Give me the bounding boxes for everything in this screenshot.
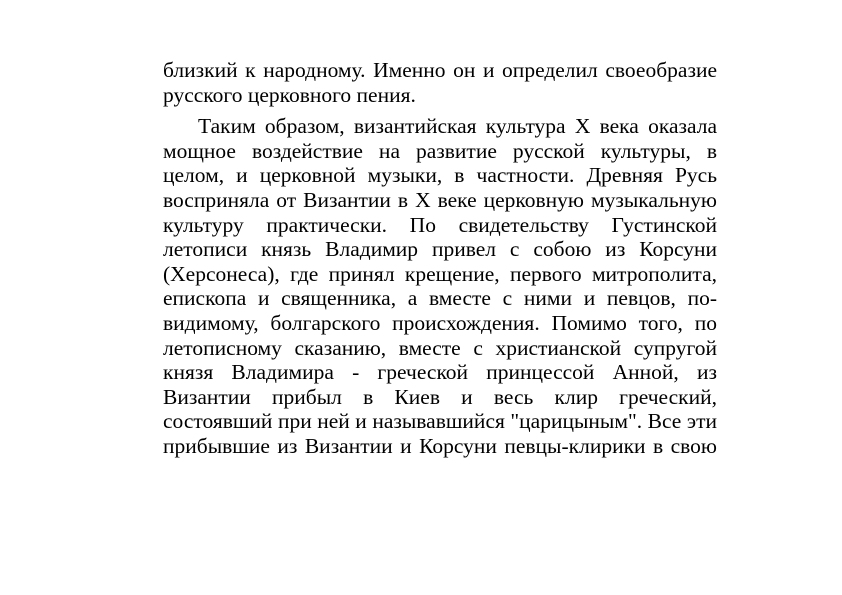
- text-line: епископа и священника, а вместе с ними и певцов, по-: [163, 286, 717, 311]
- text-line: летописи князь Владимир привел с собою из Корсуни: [163, 237, 717, 262]
- text-line: видимому, болгарского происхождения. Помимо того, по: [163, 310, 717, 335]
- text-line: состоявший при ней и называвшийся "царицыным". Все эти: [163, 409, 717, 434]
- text-line: русского церковного пения.: [163, 82, 416, 107]
- text-line: (Херсонеса), где принял крещение, первого митрополита,: [163, 261, 717, 286]
- paragraph-1: [163, 58, 717, 107]
- document-text: [163, 58, 717, 459]
- text-line: близкий к народному. Именно он и определил своеобразие: [163, 58, 717, 82]
- text-line: восприняла от Византии в X веке церковную музыкальную: [163, 187, 717, 212]
- text-line: культуру практически. По свидетельству Густинской: [163, 212, 717, 237]
- text-line: прибывшие из Византии и Корсуни певцы-клирики в свою: [163, 433, 717, 458]
- text-line: летописному сказанию, вместе с христианской супругой: [163, 335, 717, 360]
- text-line: Византии прибыл в Киев и весь клир греческий,: [163, 384, 717, 409]
- paragraph-2: [163, 114, 717, 458]
- text-line: мощное воздействие на развитие русской культуры, в: [163, 138, 717, 163]
- text-line: Таким образом, византийская культура X века оказала: [198, 114, 717, 139]
- text-line: князя Владимира - греческой принцессой Анной, из: [163, 360, 717, 385]
- text-line: целом, и церковной музыки, в частности. Древняя Русь: [163, 163, 717, 188]
